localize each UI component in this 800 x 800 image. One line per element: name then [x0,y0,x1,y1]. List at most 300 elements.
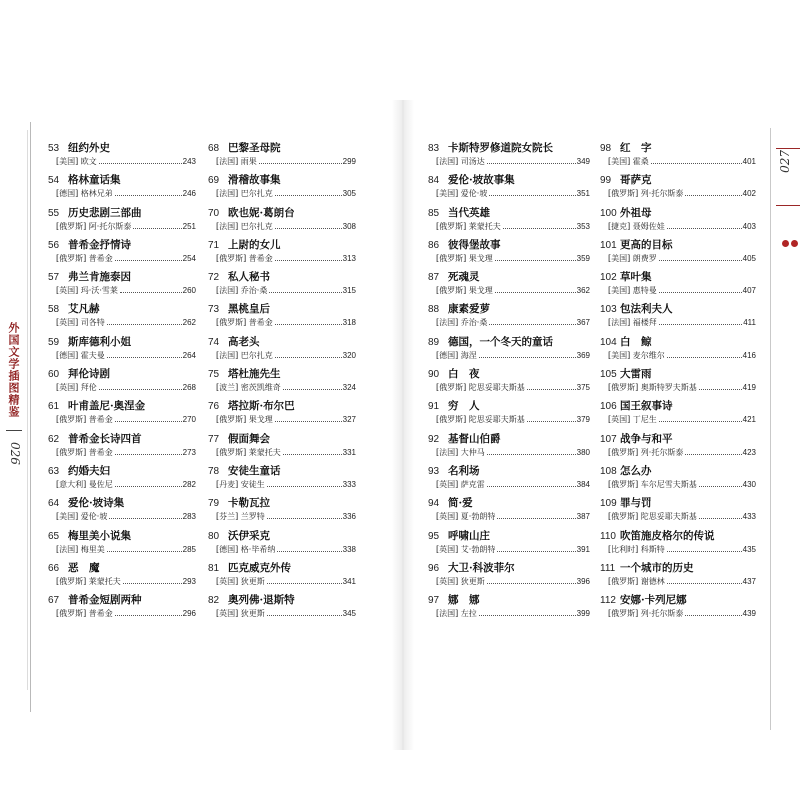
entry-page: 299 [342,157,356,166]
entry-author: [德国] 霍夫曼 [56,350,105,360]
entry-number: 84 [428,175,440,187]
entry-page: 264 [182,350,196,360]
entry-title: 死魂灵 [448,271,480,284]
entry-title: 普希金短剧两种 [68,594,142,607]
decorative-dots [782,232,800,251]
toc-entry [600,206,756,238]
toc-entry [208,302,356,334]
entry-number: 88 [428,304,440,316]
dot-leader [115,195,182,196]
entry-title: 拜伦诗剧 [68,368,110,381]
entry-author: [法国] 巴尔扎克 [216,221,273,231]
entry-title: 梅里美小说集 [68,529,131,542]
entry-title: 爱伦·坡故事集 [448,174,515,187]
dot-leader [487,486,576,487]
entry-title: 安娜·卡列尼娜 [620,594,687,607]
toc-entry [48,173,196,205]
entry-number: 69 [208,175,220,187]
dot-icon [782,240,789,247]
entry-author: [俄罗斯] 陀思妥耶夫斯基 [436,415,525,425]
entry-page: 331 [342,447,356,457]
entry-number: 53 [48,143,60,154]
entry-number: 72 [208,272,220,284]
dot-leader [489,324,575,325]
entry-author: [俄罗斯] 普希金 [216,253,273,263]
entry-author: [英国] 夏·勃朗特 [436,512,496,522]
dot-leader [685,195,741,196]
toc-entry [428,141,590,173]
entry-number: 83 [428,143,440,154]
header-rule [776,205,800,206]
entry-page: 433 [742,512,756,522]
entry-author: [俄罗斯] 普希金 [216,318,273,328]
entry-author: [俄罗斯] 普希金 [56,609,113,619]
toc-entry [48,141,196,173]
entry-number: 78 [208,465,220,477]
entry-page: 403 [742,221,756,231]
entry-author: [俄罗斯] 莱蒙托夫 [436,221,501,231]
entry-author: [英国] 狄更斯 [216,576,265,586]
entry-title: 恶 魔 [68,561,100,574]
entry-author: [捷克] 聂姆佐娃 [608,221,665,231]
entry-title: 私人秘书 [228,271,270,284]
entry-title: 白 鲸 [620,335,652,348]
toc-entry [428,593,590,625]
entry-author: [法国] 巴尔扎克 [216,189,273,199]
toc-entry [208,173,356,205]
toc-entry [428,335,590,367]
entry-title: 欧也妮·葛朗台 [228,206,295,219]
entry-page: 380 [576,447,590,457]
entry-page: 349 [576,157,590,166]
dot-leader [495,292,576,293]
entry-number: 58 [48,304,60,316]
toc-entry [428,270,590,302]
entry-page: 423 [742,447,756,457]
entry-page: 419 [742,383,756,393]
entry-number: 111 [600,562,616,574]
toc-entry [48,270,196,302]
dot-leader [699,389,742,390]
entry-author: [法国] 司汤达 [436,157,485,166]
entry-author: [美国] 爱伦·坡 [436,189,488,199]
dot-leader [115,615,182,616]
entry-title: 卡斯特罗修道院女院长 [448,142,553,154]
entry-title: 彼得堡故事 [448,238,501,251]
running-title: 外国文学插图精鉴 [7,322,20,418]
entry-number: 74 [208,336,220,348]
entry-page: 262 [182,318,196,328]
toc-entry [600,335,756,367]
entry-page: 369 [576,350,590,360]
dot-leader [487,583,576,584]
entry-title: 大雷雨 [620,368,652,381]
entry-number: 87 [428,272,440,284]
entry-number: 56 [48,239,60,251]
entry-page: 305 [342,189,356,199]
entry-author: [意大利] 曼佐尼 [56,479,113,489]
toc-entry [48,464,196,496]
toc-entry [48,529,196,561]
entry-number: 68 [208,143,220,154]
entry-title: 爱伦·坡诗集 [68,497,125,510]
entry-author: [英国] 拜伦 [56,383,97,393]
entry-author: [法国] 乔治·桑 [436,318,488,328]
toc-entry [428,206,590,238]
dot-leader [659,324,742,325]
entry-author: [英国] 狄更斯 [216,609,265,619]
entry-number: 90 [428,369,440,381]
entry-author: [俄罗斯] 普希金 [56,415,113,425]
entry-page: 293 [182,576,196,586]
entry-author: [美国] 霍桑 [608,157,649,166]
entry-number: 75 [208,369,220,381]
toc-entry [600,367,756,399]
entry-author: [比利时] 科斯特 [608,544,665,554]
entry-title: 高老头 [228,335,260,348]
entry-title: 名利场 [448,464,480,477]
page-edge [27,130,28,690]
entry-author: [俄罗斯] 莱蒙托夫 [56,576,121,586]
entry-title: 纽约外史 [68,142,110,154]
entry-author: [俄罗斯] 果戈理 [436,286,493,296]
toc-entry [48,238,196,270]
entry-title: 基督山伯爵 [448,432,501,445]
entry-page: 338 [342,544,356,554]
entry-number: 63 [48,465,60,477]
entry-author: [英国] 司各特 [56,318,105,328]
toc-entry [208,367,356,399]
dot-leader [133,228,181,229]
entry-title: 普希金长诗四首 [68,432,142,445]
entry-author: [俄罗斯] 列·托尔斯泰 [608,189,684,199]
dot-leader [659,421,742,422]
dot-leader [107,551,182,552]
entry-number: 91 [428,401,440,413]
toc-entry [600,173,756,205]
entry-author: [俄罗斯] 陀思妥耶夫斯基 [608,512,697,522]
entry-title: 弗兰肯施泰因 [68,271,131,284]
entry-page: 283 [182,512,196,522]
entry-page: 324 [342,383,356,393]
toc-entry [600,141,756,173]
entry-number: 77 [208,433,220,445]
entry-page: 362 [576,286,590,296]
entry-author: [美国] 麦尔维尔 [608,350,665,360]
dot-leader [283,389,342,390]
entry-author: [英国] 狄更斯 [436,576,485,586]
entry-title: 呼啸山庄 [448,529,490,542]
toc-entry [48,302,196,334]
entry-author: [俄罗斯] 奥斯特罗夫斯基 [608,383,697,393]
entry-title: 奥列佛·退斯特 [228,594,295,607]
entry-author: [法国] 福楼拜 [608,318,657,328]
entry-title: 塔拉斯·布尔巴 [228,400,295,413]
entry-title: 娜 娜 [448,594,480,607]
entry-number: 103 [600,304,617,316]
entry-number: 105 [600,369,617,381]
entry-author: [德国] 格·毕希纳 [216,544,276,554]
entry-title: 更高的目标 [620,238,673,251]
entry-title: 红 字 [620,142,652,154]
toc-entry [48,206,196,238]
toc-entry [428,432,590,464]
toc-entry [600,529,756,561]
toc-entry [208,399,356,431]
entry-title: 历史悲剧三部曲 [68,206,142,219]
entry-number: 100 [600,207,617,219]
entry-page: 437 [742,576,756,586]
entry-author: [俄罗斯] 列·托尔斯泰 [608,609,684,619]
entry-title: 一个城市的历史 [620,561,694,574]
entry-author: [法国] 乔治·桑 [216,286,268,296]
toc-entry [428,173,590,205]
entry-title: 巴黎圣母院 [228,142,281,154]
entry-page: 353 [576,221,590,231]
dot-leader [489,195,575,196]
entry-author: [法国] 左拉 [436,609,477,619]
entry-title: 斯库德利小姐 [68,335,131,348]
dot-icon [791,240,798,247]
dot-leader [275,195,342,196]
entry-page: 402 [742,189,756,199]
dot-leader [277,551,341,552]
dot-leader [99,163,182,164]
entry-author: [美国] 朗费罗 [608,253,657,263]
dot-leader [699,518,742,519]
entry-number: 73 [208,304,220,316]
entry-author: [丹麦] 安徒生 [216,479,265,489]
entry-number: 65 [48,530,60,542]
entry-page: 435 [742,544,756,554]
dot-leader [685,615,741,616]
entry-author: [俄罗斯] 果戈理 [436,253,493,263]
entry-number: 81 [208,562,220,574]
toc-entry [48,367,196,399]
toc-entry [48,335,196,367]
toc-entry [48,561,196,593]
entry-number: 96 [428,562,440,574]
entry-title: 草叶集 [620,271,652,284]
entry-title: 假面舞会 [228,432,270,445]
dot-leader [99,389,182,390]
entry-page: 251 [182,221,196,231]
entry-title: 罪与罚 [620,497,652,510]
dot-leader [115,260,182,261]
entry-author: [俄罗斯] 莱蒙托夫 [216,447,281,457]
toc-column-3 [428,141,590,625]
dot-leader [115,421,182,422]
entry-number: 76 [208,401,220,413]
entry-number: 94 [428,498,440,510]
entry-number: 86 [428,239,440,251]
toc-entry [208,141,356,173]
entry-page: 367 [576,318,590,328]
entry-author: [俄罗斯] 陀思妥耶夫斯基 [436,383,525,393]
toc-entry [48,399,196,431]
dot-leader [495,260,576,261]
toc-entry [208,238,356,270]
page-edge [770,128,771,730]
dot-leader [659,260,742,261]
entry-number: 70 [208,207,220,219]
entry-number: 80 [208,530,220,542]
entry-page: 333 [342,479,356,489]
entry-number: 55 [48,207,60,219]
entry-page: 399 [576,609,590,619]
entry-page: 341 [342,576,356,586]
entry-title: 哥萨克 [620,174,652,187]
entry-title: 安徒生童话 [228,464,281,477]
entry-number: 112 [600,595,616,607]
entry-number: 64 [48,498,60,510]
entry-title: 外祖母 [620,206,652,219]
entry-number: 95 [428,530,440,542]
dot-leader [115,486,182,487]
entry-title: 滑稽故事集 [228,174,281,187]
toc-entry [600,593,756,625]
entry-number: 57 [48,272,60,284]
toc-entry [428,238,590,270]
toc-entry [48,496,196,528]
toc-entry [600,561,756,593]
entry-number: 89 [428,336,440,348]
toc-entry [428,496,590,528]
entry-number: 97 [428,595,440,607]
toc-entry [600,432,756,464]
entry-page: 359 [576,253,590,263]
entry-title: 康素爱萝 [448,303,490,316]
dot-leader [651,163,742,164]
dot-leader [115,454,182,455]
entry-title: 约婚夫妇 [68,464,110,477]
entry-author: [英国] 萨克雷 [436,479,485,489]
toc-entry [428,529,590,561]
entry-page: 375 [576,383,590,393]
dot-leader [667,228,742,229]
toc-entry [208,561,356,593]
entry-page: 296 [182,609,196,619]
entry-author: [英国] 艾·勃朗特 [436,544,496,554]
entry-page: 391 [576,544,590,554]
entry-number: 104 [600,336,617,348]
entry-author: [英国] 玛·沃·雪莱 [56,286,118,296]
dot-leader [267,583,342,584]
entry-number: 99 [600,175,612,187]
entry-author: [波兰] 密茨凯维奇 [216,383,281,393]
entry-number: 92 [428,433,440,445]
entry-title: 普希金抒情诗 [68,238,131,251]
right-page-number: 027 [778,150,792,173]
entry-title: 匹克威克外传 [228,561,291,574]
entry-page: 416 [742,350,756,360]
page-edge [30,122,31,712]
toc-entry [208,335,356,367]
entry-title: 艾凡赫 [68,303,100,316]
entry-number: 54 [48,175,60,187]
entry-title: 吹笛施皮格尔的传说 [620,529,715,542]
toc-entry [600,238,756,270]
toc-entry [208,206,356,238]
entry-number: 82 [208,595,220,607]
toc-entry [208,496,356,528]
dot-leader [699,486,742,487]
entry-number: 66 [48,562,60,574]
entry-page: 318 [342,318,356,328]
entry-page: 345 [342,609,356,619]
page-number-rule [6,430,22,431]
entry-author: [俄罗斯] 车尔尼雪夫斯基 [608,479,697,489]
dot-leader [259,163,342,164]
entry-title: 大卫·科波菲尔 [448,561,515,574]
toc-column-4 [600,141,756,625]
entry-page: 254 [182,253,196,263]
entry-author: [俄罗斯] 果戈理 [216,415,273,425]
entry-page: 285 [182,544,196,554]
dot-leader [479,615,576,616]
entry-title: 塔杜施先生 [228,368,281,381]
entry-author: [美国] 爱伦·坡 [56,512,108,522]
dot-leader [497,551,575,552]
entry-title: 黑桃皇后 [228,303,270,316]
entry-number: 106 [600,401,617,413]
entry-author: [俄罗斯] 列·托尔斯泰 [608,447,684,457]
entry-title: 格林童话集 [68,174,121,187]
toc-entry [428,464,590,496]
dot-leader [487,163,576,164]
dot-leader [107,357,182,358]
dot-leader [267,518,342,519]
toc-entry [208,270,356,302]
dot-leader [527,421,576,422]
toc-entry [428,561,590,593]
dot-leader [120,292,182,293]
entry-page: 421 [742,415,756,425]
entry-title: 国王叙事诗 [620,400,673,413]
toc-entry [48,432,196,464]
dot-leader [667,551,742,552]
left-page-number: 026 [8,442,22,465]
entry-page: 282 [182,479,196,489]
entry-number: 61 [48,401,60,413]
entry-number: 79 [208,498,220,510]
entry-title: 怎么办 [620,464,652,477]
entry-page: 384 [576,479,590,489]
entry-page: 387 [576,512,590,522]
entry-number: 59 [48,336,60,348]
entry-page: 268 [182,383,196,393]
entry-page: 260 [182,286,196,296]
entry-author: [俄罗斯] 谢德林 [608,576,665,586]
entry-page: 396 [576,576,590,586]
entry-number: 101 [600,239,617,251]
entry-number: 93 [428,465,440,477]
entry-page: 430 [742,479,756,489]
dot-leader [283,454,342,455]
dot-leader [275,260,342,261]
entry-page: 379 [576,415,590,425]
dot-leader [267,615,342,616]
entry-number: 67 [48,595,60,607]
toc-entry [208,432,356,464]
toc-entry [600,399,756,431]
entry-author: [法国] 梅里美 [56,544,105,554]
toc-entry [48,593,196,625]
entry-title: 德国，一个冬天的童话 [448,335,553,348]
dot-leader [659,292,742,293]
dot-leader [487,454,576,455]
dot-leader [497,518,575,519]
